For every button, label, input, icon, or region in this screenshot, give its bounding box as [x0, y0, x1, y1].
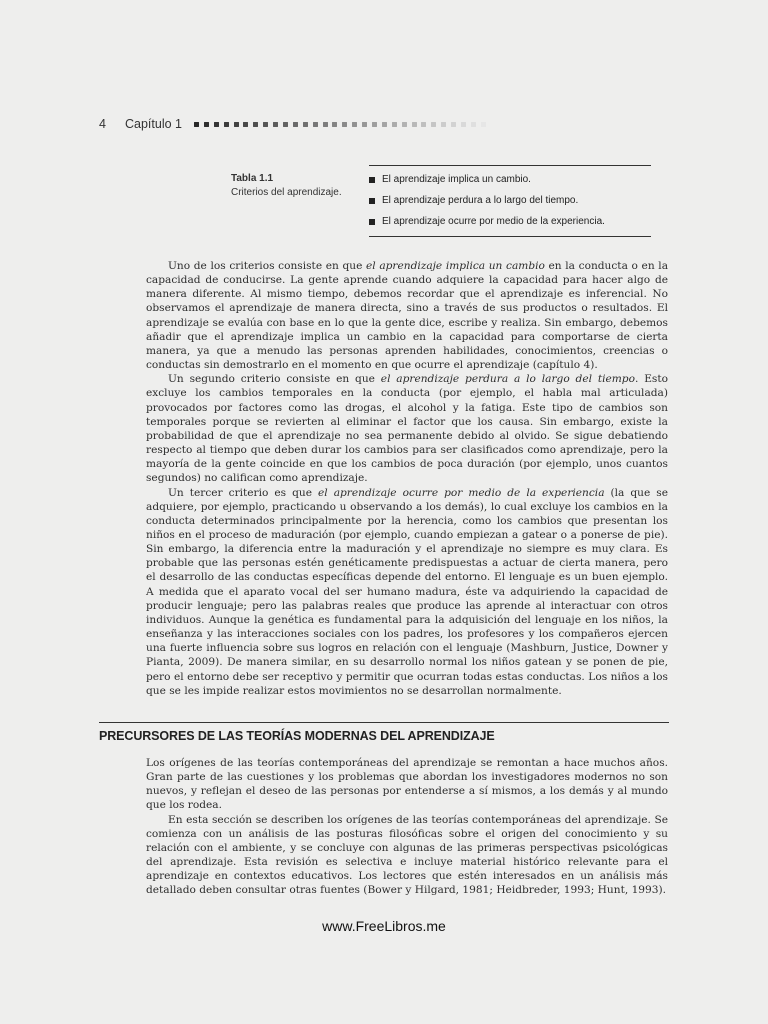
- square-bullet-icon: [369, 219, 375, 225]
- table-item-text: El aprendizaje implica un cambio.: [382, 174, 531, 185]
- header-dot: [461, 122, 466, 127]
- table-item-text: El aprendizaje ocurre por medio de la experiencia.: [382, 216, 605, 227]
- paragraph-first-criterion: Uno de los criterios consiste en que el aprendizaje implica un cambio en la conducta o en la capacidad de conducirse. La gente aprende cuando adquiere la capacidad para hacer algo de manera diferente. Al mismo tiempo, debemos recordar que el aprendizaje es inferencial. No observamos el aprendizaje de manera directa, sino a través de sus productos o resultados. El aprendizaje se evalúa con base en lo que la gente dice, escribe y realiza. Sin embargo, debemos añadir que el aprendizaje implica un cambio en la capacidad para comportarse de cierta manera, ya que a menudo las personas aprenden habilidades, conocimientos, creencias o conductas sin demostrarlo en el momento en que ocurre el aprendizaje (capítulo 4).: [146, 260, 669, 372]
- chapter-label: Capítulo 1: [125, 117, 182, 131]
- square-bullet-icon: [369, 177, 375, 183]
- header-dot: [431, 122, 436, 127]
- section-heading: PRECURSORES DE LAS TEORÍAS MODERNAS DEL APRENDIZAJE: [99, 729, 495, 743]
- footer-url[interactable]: www.FreeLibros.me: [322, 918, 446, 934]
- header-dot: [234, 122, 239, 127]
- header-dot: [392, 122, 397, 127]
- emphasis-text: el aprendizaje implica un cambio: [366, 260, 545, 272]
- header-dot: [352, 122, 357, 127]
- header-dot: [342, 122, 347, 127]
- section-body: [146, 756, 668, 898]
- header-dot: [412, 122, 417, 127]
- header-dot: [214, 122, 219, 127]
- header-dot: [451, 122, 456, 127]
- header-dot: [402, 122, 407, 127]
- running-header: [99, 116, 491, 132]
- header-dot: [382, 122, 387, 127]
- header-dot: [194, 122, 199, 127]
- header-dot: [372, 122, 377, 127]
- header-dot: [471, 122, 476, 127]
- table-name: Tabla 1.1: [231, 173, 274, 184]
- section-divider: [99, 722, 669, 723]
- paragraph-section-overview: En esta sección se describen los orígenes de las teorías contemporáneas del aprendizaje. Se comienza con un análisis de las posturas filosóficas sobre el origen del conocimiento y su relación con el ambiente, y se concluye con algunas de las primeras perspectivas psicológicas del aprendizaje. Esta revisión es selectiva e incluye material histórico relevante para el aprendizaje en contextos educativos. Los lectores que estén interesados en un análisis más detallado deben consultar otras fuentes (Bower y Hilgard, 1981; Heidbreder, 1993; Hunt, 1993).: [146, 813, 668, 897]
- table-caption-text: Criterios del aprendizaje.: [231, 187, 342, 198]
- header-dot: [332, 122, 337, 127]
- header-dot: [224, 122, 229, 127]
- emphasis-text: el aprendizaje perdura a lo largo del tiempo: [380, 373, 635, 386]
- header-dot: [253, 122, 258, 127]
- paragraph-section-intro: Los orígenes de las teorías contemporáneas del aprendizaje se remontan a hace muchos años. Gran parte de las cuestiones y los problemas que abordan los investigadores modernos no son nuevos, y reflejan el deseo de las personas por entenderse a sí mismos, a los demás y al mundo que los rodea.: [146, 757, 668, 812]
- header-dot: [273, 122, 278, 127]
- header-dot: [441, 122, 446, 127]
- header-dot: [421, 122, 426, 127]
- table-item: [369, 211, 651, 232]
- square-bullet-icon: [369, 198, 375, 204]
- header-dot: [263, 122, 268, 127]
- page-number: 4: [99, 117, 106, 131]
- header-dot: [481, 122, 486, 127]
- header-dot: [323, 122, 328, 127]
- header-dot: [293, 122, 298, 127]
- paragraph-third-criterion: Un tercer criterio es que el aprendizaje ocurre por medio de la experiencia (la que se adquiere, por ejemplo, practicando u observando a los demás), lo cual excluye los cambios en la conducta determinados principalmente por la herencia, como los cambios que presentan los niños en el proceso de maduración (por ejemplo, cuando empiezan a gatear o a ponerse de pie). Sin embargo, la diferencia entre la maduración y el aprendizaje no siempre es muy clara. Es probable que las personas estén genéticamente predispuestas a actuar de cierta manera, pero el desarrollo de las conductas específicas depende del entorno. El lenguaje es un buen ejemplo. A medida que el aparato vocal del ser humano madura, éste va adquiriendo la capacidad de producir lenguaje; pero las palabras reales que produce las aprende al interactuar con otros individuos. Aunque la genética es fundamental para la adquisición del lenguaje en los niños, la enseñanza y las interacciones sociales con los padres, los profesores y los compañeros ejercen una fuerte influencia sobre sus logros en relación con el lenguaje (Mashburn, Justice, Downer y Pianta, 2009). De manera similar, en su desarrollo normal los niños gatean y se ponen de pie, pero el entorno debe ser receptivo y permitir que ocurran todas estas conductas. Los niños a los que se les impide realizar estos movimientos no se desarrollan normalmente.: [146, 486, 668, 697]
- header-dot: [283, 122, 288, 127]
- header-dot: [204, 122, 209, 127]
- emphasis-text: el aprendizaje ocurre por medio de la experiencia: [318, 486, 605, 499]
- header-dot: [243, 122, 248, 127]
- criteria-table: [369, 165, 651, 237]
- header-dot: [303, 122, 308, 127]
- table-item-text: El aprendizaje perdura a lo largo del tiempo.: [382, 195, 579, 206]
- table-item: [369, 190, 651, 211]
- paragraph-second-criterion: Un segundo criterio consiste en que el aprendizaje perdura a lo largo del tiempo. Esto excluye los cambios temporales en la conducta (por ejemplo, el habla mal articulada) provocados por factores como las drogas, el alcohol y la fatiga. Este tipo de cambios son temporales porque se revierten al eliminar el factor que los causa. Sin embargo, existe la probabilidad de que el aprendizaje no sea permanente debido al olvido. Se sigue debatiendo respecto al tiempo que deben durar los cambios para ser clasificados como aprendizaje, pero la mayoría de la gente coincide en que los cambios de poca duración (por ejemplo, unos cuantos segundos) no califican como aprendizaje.: [146, 373, 668, 485]
- body-text: [146, 259, 668, 698]
- header-dot: [313, 122, 318, 127]
- header-dot-leader: [194, 122, 491, 127]
- header-dot: [362, 122, 367, 127]
- table-caption: [231, 172, 342, 200]
- table-item: [369, 169, 651, 190]
